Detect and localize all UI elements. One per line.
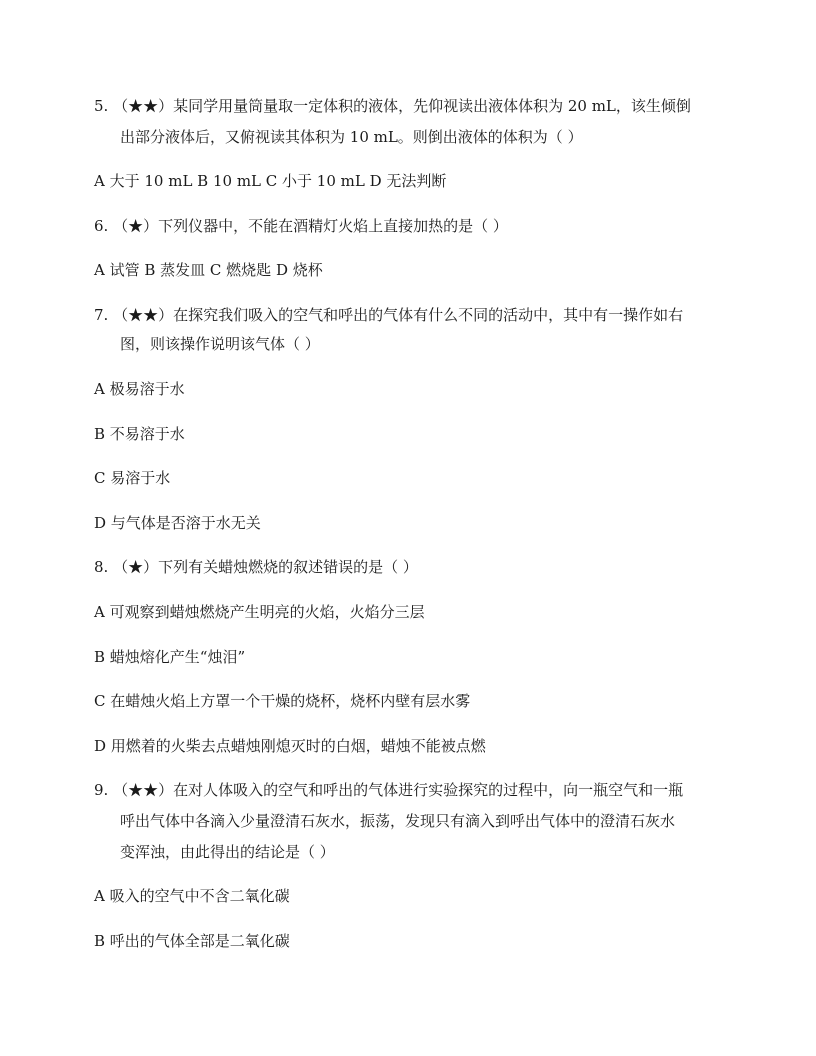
q5-stem-line-1: 5. （★★）某同学用量筒量取一定体积的液体，先仰视读出液体体积为 20 mL，该生倾倒: [94, 97, 691, 115]
q8-stem-line-1: 8. （★）下列有关蜡烛燃烧的叙述错误的是（ ）: [94, 558, 418, 576]
q6-options: A 试管 B 蒸发皿 C 燃烧匙 D 烧杯: [94, 261, 323, 279]
q8-option-c: C 在蜡烛火焰上方罩一个干燥的烧杯，烧杯内壁有层水雾: [94, 692, 471, 710]
q9-stem-line-1: 9. （★★）在对人体吸入的空气和呼出的气体进行实验探究的过程中，向一瓶空气和一瓶: [94, 781, 684, 799]
q5-options: A 大于 10 mL B 10 mL C 小于 10 mL D 无法判断: [94, 172, 447, 190]
q7-option-c: C 易溶于水: [94, 469, 171, 487]
q8-option-b: B 蜡烛熔化产生“烛泪”: [94, 648, 246, 666]
q9-option-a: A 吸入的空气中不含二氧化碳: [94, 887, 290, 905]
q7-stem-line-2: 图，则该操作说明该气体（ ）: [120, 335, 320, 353]
q9-stem-line-3: 变浑浊，由此得出的结论是（ ）: [120, 843, 335, 861]
q9-option-b: B 呼出的气体全部是二氧化碳: [94, 932, 290, 950]
q7-stem-line-1: 7. （★★）在探究我们吸入的空气和呼出的气体有什么不同的活动中，其中有一操作如右: [94, 306, 684, 324]
q6-stem-line-1: 6. （★）下列仪器中，不能在酒精灯火焰上直接加热的是（ ）: [94, 217, 508, 235]
q7-option-d: D 与气体是否溶于水无关: [94, 514, 261, 532]
q7-option-a: A 极易溶于水: [94, 380, 185, 398]
q8-option-d: D 用燃着的火柴去点蜡烛刚熄灭时的白烟，蜡烛不能被点燃: [94, 737, 486, 755]
q5-stem-line-2: 出部分液体后，又俯视读其体积为 10 mL。则倒出液体的体积为（ ）: [120, 128, 583, 146]
q9-stem-line-2: 呼出气体中各滴入少量澄清石灰水，振荡，发现只有滴入到呼出气体中的澄清石灰水: [120, 812, 676, 830]
q8-option-a: A 可观察到蜡烛燃烧产生明亮的火焰，火焰分三层: [94, 603, 425, 621]
q7-option-b: B 不易溶于水: [94, 425, 185, 443]
